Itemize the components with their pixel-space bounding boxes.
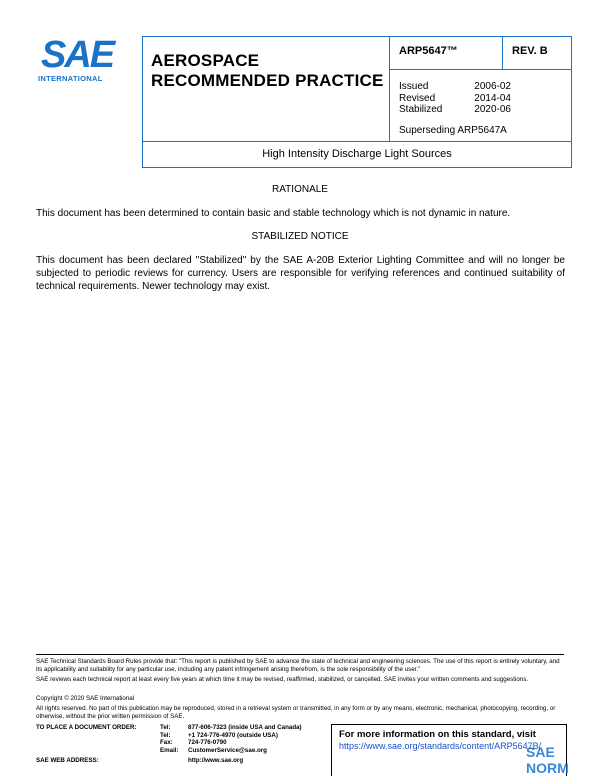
document-dates [399, 81, 511, 116]
date-label: Stabilized [399, 104, 443, 115]
contact-row [160, 732, 325, 740]
web-address-label: SAE WEB ADDRESS: [36, 757, 99, 764]
contact-row [160, 747, 325, 755]
date-row-revised [399, 93, 511, 105]
date-value: 2020-06 [474, 104, 511, 115]
date-label: Revised [399, 92, 436, 104]
superseding-note: Superseding ARP5647A [399, 125, 507, 136]
review-note-text: SAE reviews each technical report at least every five years at which time it may be revised, reaffirmed, stabilized, or cancelled. SAE invites your written comments and suggestions. [36, 676, 529, 683]
order-label: TO PLACE A DOCUMENT ORDER: [36, 724, 137, 731]
contact-label: Tel: [160, 724, 171, 731]
more-info-heading: For more information on this standard, visit [339, 729, 536, 740]
standard-url-link[interactable]: https://www.sae.org/standards/content/ARP5647B/ [339, 741, 542, 751]
rationale-heading: RATIONALE [272, 184, 328, 195]
header-divider-vertical [389, 37, 390, 141]
stabilized-notice-text: This document has been declared "Stabilized" by the SAE A-20B Exterior Lighting Committee and will no longer be subjected to periodic reviews for currency. Users are responsible for verifying references and continued suitability of technical requirements. Newer technology may exist. [36, 255, 565, 292]
document-type-line1: AEROSPACE [151, 51, 260, 70]
sae-logo [37, 36, 123, 86]
contact-list [160, 724, 325, 754]
rights-text: All rights reserved. No part of this publication may be reproduced, stored in a retrieval system or transmitted, in any form or by any means, electronic, mechanical, photocopying, recording, or otherwise, without the prior written permission of SAE. [36, 705, 556, 720]
date-value: 2014-04 [474, 92, 511, 104]
date-value: 2006-02 [474, 81, 511, 92]
date-row-stabilized [399, 104, 511, 116]
header-divider-rev [502, 37, 503, 69]
date-label: Issued [399, 81, 429, 92]
contact-label[interactable]: Email: [160, 746, 179, 754]
contact-label: Tel: [160, 731, 171, 739]
contact-row [160, 724, 325, 732]
rationale-text: This document has been determined to contain basic and stable technology which is not dynamic in nature. [36, 208, 511, 219]
contact-email-link[interactable]: CustomerService@sae.org [188, 746, 267, 754]
document-header [142, 36, 572, 168]
contact-value: 877-606-7323 (inside USA and Canada) [188, 724, 302, 731]
watermark-text: SAE NORM [526, 744, 569, 776]
contact-label: Fax: [160, 739, 173, 747]
contact-row [160, 739, 325, 747]
sae-logo-subtitle: INTERNATIONAL [38, 74, 103, 83]
document-title: High Intensity Discharge Light Sources [262, 148, 452, 160]
revision-label: REV. B [512, 45, 548, 57]
document-type-line2: RECOMMENDED PRACTICE [151, 71, 384, 90]
date-row-issued [399, 81, 511, 93]
stabilized-notice-heading: STABILIZED NOTICE [251, 231, 349, 242]
sae-norm-watermark [472, 740, 600, 776]
web-address-link[interactable]: http://www.sae.org [188, 757, 244, 764]
document-type [151, 51, 384, 91]
copyright-text: Copyright © 2020 SAE International [36, 695, 135, 702]
contact-value: 724-776-0790 [188, 739, 227, 747]
sae-logo-letters: SAE [41, 34, 114, 76]
board-rules-text: SAE Technical Standards Board Rules provide that: "This report is published by SAE to advance the state of technical and engineering sciences. The use of this report is entirely voluntary, and its applicability and suitability for any particular use, including any patent infringement arising therefrom, is the sole responsibility of the user." [36, 658, 560, 673]
header-divider-docnum [389, 69, 572, 70]
contact-value: +1 724-776-4970 (outside USA) [188, 731, 278, 739]
document-number: ARP5647™ [399, 45, 458, 57]
header-divider-title [143, 141, 571, 142]
footer-rule [36, 654, 564, 655]
